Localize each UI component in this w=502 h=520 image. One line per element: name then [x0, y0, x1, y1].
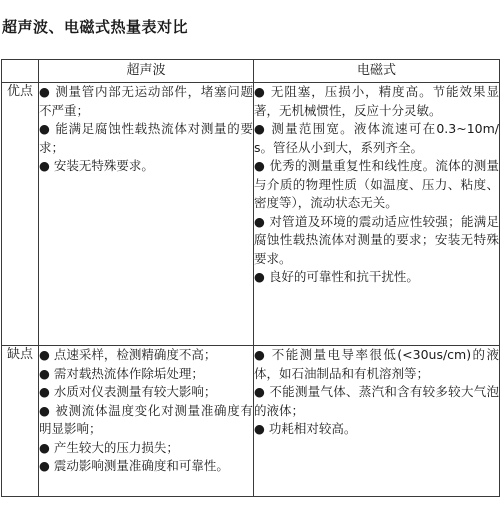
comparison-table [1, 59, 500, 497]
list-item: ● 震动影响测量准确度和可靠性。 [39, 458, 229, 473]
list-item: ● 点速采样，检测精确度不高； [39, 347, 217, 362]
row-label-pros: 优点 [2, 83, 39, 346]
list-item: ● 测量范围宽。液体流速可在0.3~10m/s。管径从小到大，系列齐全。 [254, 121, 499, 155]
list-item: ● 能满足腐蚀性载热流体对测量的要求； [39, 121, 253, 155]
list-item: ● 无阻塞，压损小，精度高。节能效果显著，无机械惯性，反应十分灵敏。 [254, 84, 499, 118]
list-item: ● 良好的可靠性和抗干扰性。 [254, 269, 419, 284]
cell-pros-ultrasonic [39, 83, 254, 346]
list-item: ● 产生较大的压力损失； [39, 439, 179, 455]
header-corner [2, 60, 39, 83]
list-item: ● 对管道及环境的震动适应性较强；能满足腐蚀性载热流体对测量的要求；安装无特殊要求。 [254, 213, 499, 266]
list-item: ● 功耗相对较高。 [254, 421, 357, 436]
list-item: ● 不能测量电导率很低(<30us/cm)的液体，如石油制品和有机溶剂等； [254, 347, 499, 381]
list-item: ● 水质对仪表测量有较大影响； [39, 384, 217, 399]
cell-pros-electromagnetic [254, 83, 500, 346]
list-item: ● 被测流体温度变化对测量准确度有明显影响； [39, 402, 253, 436]
row-label-cons: 缺点 [2, 346, 39, 497]
list-item: ● 优秀的测量重复性和线性度。流体的测量与介质的物理性质（如温度、压力、粘度、密度等），流动状态无关。 [254, 158, 499, 210]
header-electromagnetic: 电磁式 [254, 60, 500, 83]
table-row-cons [2, 346, 500, 497]
cell-cons-electromagnetic [254, 346, 500, 497]
page-title: 超声波、电磁式热量表对比 [2, 18, 189, 36]
list-item: ● 需对载热流体作除垢处理； [39, 365, 204, 381]
list-item: ● 不能测量气体、蒸汽和含有较多较大气泡的液体； [254, 384, 499, 418]
table-row-pros [2, 83, 500, 346]
header-ultrasonic: 超声波 [39, 60, 254, 83]
table-header-row [2, 60, 500, 83]
cell-cons-ultrasonic [39, 346, 254, 497]
list-item: ● 测量管内部无运动部件，堵塞问题不严重； [39, 84, 253, 118]
list-item: ● 安装无特殊要求。 [39, 158, 154, 173]
